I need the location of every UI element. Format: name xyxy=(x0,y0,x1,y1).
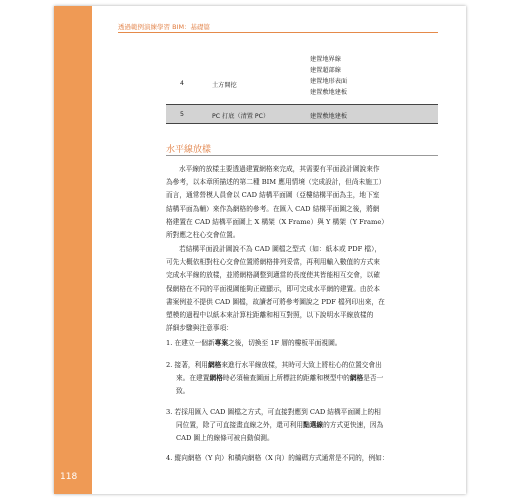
text-line: 可先大概依相對柱心交會位置將網格排列妥當，再利用輸入數值的方式來 xyxy=(166,258,380,267)
text-run: 時必須檢查圖面上所標註的距離和模型中的 xyxy=(222,374,350,383)
bold-term: 網格 xyxy=(209,374,223,383)
table-cell-items xyxy=(310,54,347,98)
step-item xyxy=(166,452,438,465)
paragraph xyxy=(166,163,438,242)
text-line xyxy=(166,372,438,385)
section-heading: 水平線放樣 xyxy=(166,145,212,155)
table-item: 建置地界線 xyxy=(310,56,341,63)
text-line: 而言，通常營模人員會以 CAD 結構平面圖（亞樓結構平面為主，地下室 xyxy=(166,191,380,200)
text-line: 塑模的過程中以紙本來計算柱距離和相互對照，以下說明水平線放樣的 xyxy=(166,311,374,320)
table-row xyxy=(166,105,438,124)
text-run: 之後，切換至 1F 層的樓板平面視圖。 xyxy=(228,339,342,347)
bold-term: 網格 xyxy=(349,374,364,383)
table-cell-items xyxy=(310,111,347,122)
text-run: 的方式更快速，因為 xyxy=(323,421,384,430)
text-line: CAD 圖上的線條可被自動偵測。 xyxy=(176,434,274,443)
text-line: 若結構平面設計圖說不為 CAD 圖檔之型式（如：紙本或 PDF 檔）， xyxy=(179,245,382,253)
step-item xyxy=(166,359,438,399)
text-run: 1. 在建立一個新 xyxy=(166,339,215,347)
text-line: 水平線的放樣主要透過建置網格來完成，其需要有平面設計圖說來作 xyxy=(179,165,380,173)
table-cell-number: 4 xyxy=(180,80,184,87)
section-divider xyxy=(166,155,438,156)
text-line: 詳細步驟與注意事項： xyxy=(166,324,233,333)
table-cell-number: 5 xyxy=(180,111,184,118)
text-line: 所對應之柱心交會位置。 xyxy=(166,231,240,240)
table-item: 建置敷地建板 xyxy=(310,113,348,120)
table-row xyxy=(166,38,438,105)
text-line: 格建置在 CAD 結構平面圖上 X 構架（X Frame）與 Y 構架（Y Frame） xyxy=(166,217,388,226)
text-line: 完成水平線的放樣，並將網格調整到適當的長度使其皆能相互交會，以確 xyxy=(166,271,380,280)
text-line: 結構平面為輔）來作為網格的參考。在匯入 CAD 結構平面圖之後，將網 xyxy=(166,204,380,213)
table-cell-task: PC 打底（清置 PC） xyxy=(212,113,270,120)
step-item xyxy=(166,337,438,350)
text-run: 來進行水平線放樣，其時可大致上將柱心的位置交會出 xyxy=(221,361,382,369)
page-number: 118 xyxy=(60,472,78,482)
text-line: 保網格在不同的平面視圖能夠正確顯示，即可完成水平網的建置。由於本 xyxy=(166,284,380,293)
text-run: 同位置，除了可直接畫直線之外，還可利用 xyxy=(176,421,304,430)
table-item: 建置超部線 xyxy=(310,67,341,74)
step-item xyxy=(166,406,438,446)
table-item: 建置敷地建板 xyxy=(310,89,348,96)
page-side-band xyxy=(54,6,92,494)
text-run: 2. 接著，利用 xyxy=(166,361,208,369)
paragraph xyxy=(166,243,438,335)
bold-term: 專案 xyxy=(214,339,229,347)
book-page xyxy=(54,6,466,494)
running-header: 透過範例演練學習 BIM：基礎篇 xyxy=(118,23,211,31)
table-item: 建置地形表面 xyxy=(310,78,348,85)
table-cell-task: 土方開挖 xyxy=(212,82,237,89)
text-run: 來。在建置 xyxy=(176,374,210,383)
bold-term: 點選線 xyxy=(303,421,324,430)
text-line: 為參考，以本章所描述的第二種 BIM 應用情境（完成設計，但尚未施工） xyxy=(166,178,386,187)
text-run: 是否一 xyxy=(363,374,384,383)
header-rule xyxy=(118,32,438,33)
text-line: 4. 縱向網格（Y 向）和橫向網格（X 向）的編碼方式通常是不同的，例如： xyxy=(166,454,389,462)
text-line xyxy=(166,359,438,372)
text-line: 書案例並不提供 CAD 圖檔，故讀者可將參考圖說之 PDF 檔列印出來，在 xyxy=(166,297,385,306)
bold-term: 網格 xyxy=(207,361,222,369)
task-table xyxy=(166,38,438,124)
text-line: 致。 xyxy=(176,387,190,396)
text-line xyxy=(166,419,438,432)
text-line xyxy=(166,337,438,350)
text-line: 3. 若採用匯入 CAD 圖檔之方式，可直接對應到 CAD 結構平面圖上的相 xyxy=(166,408,381,416)
